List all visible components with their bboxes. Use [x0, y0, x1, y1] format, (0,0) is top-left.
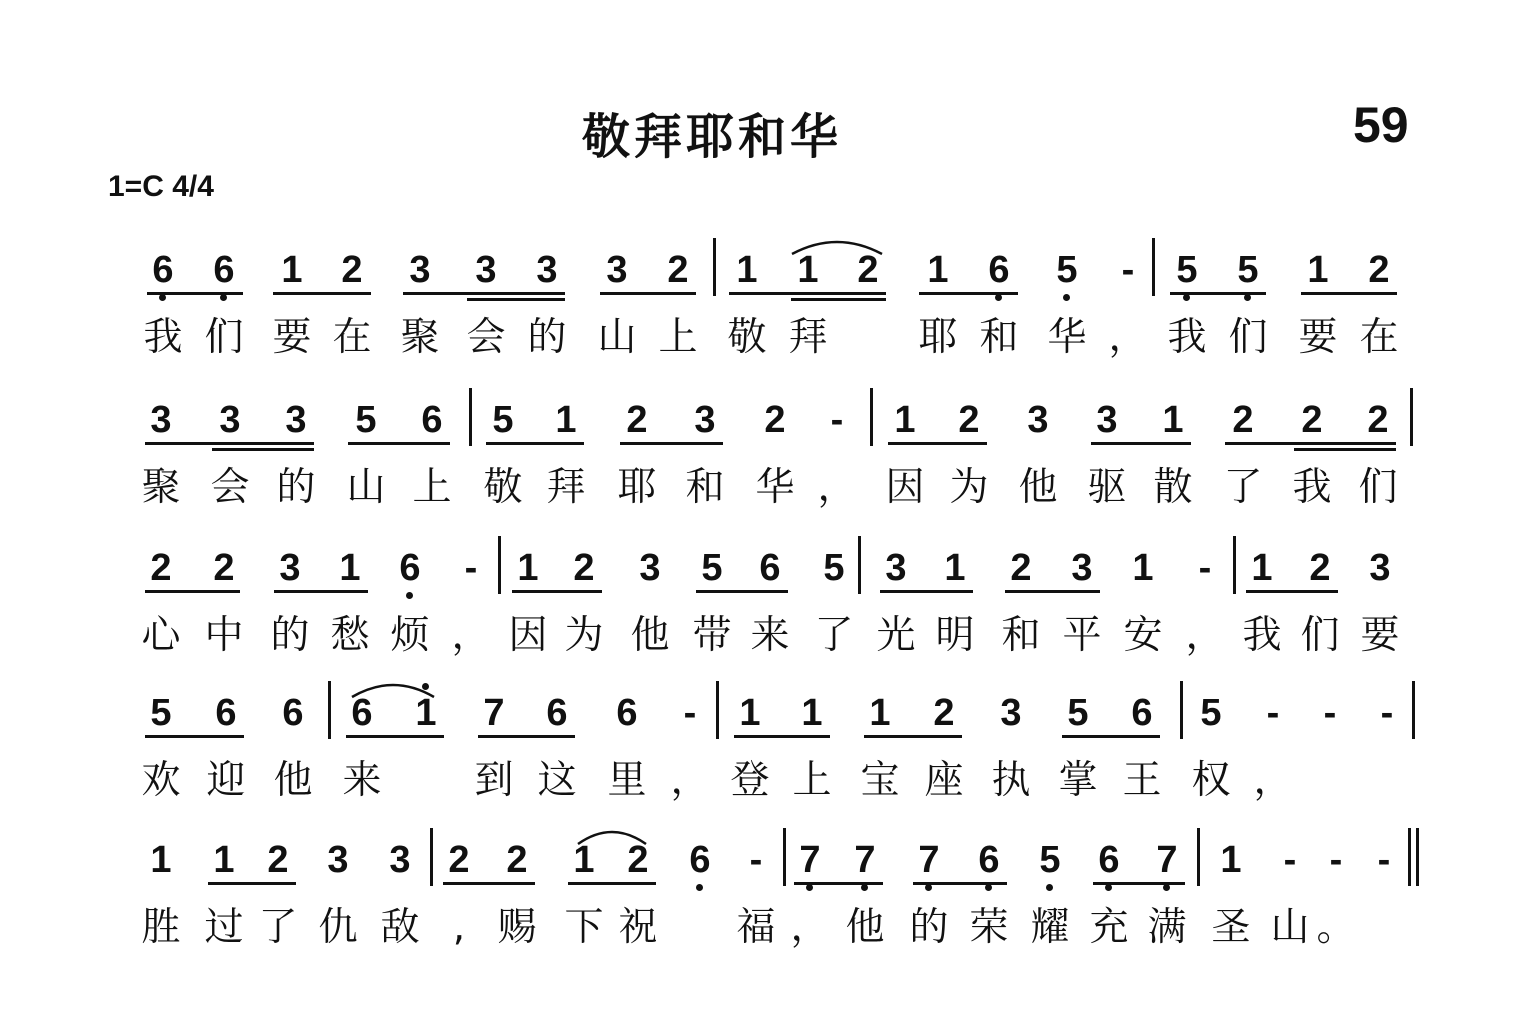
lyric-char: 荣	[969, 905, 1009, 950]
jianpu-note: 1	[150, 839, 172, 881]
eighth-underline	[1005, 590, 1100, 593]
lower-octave-dot	[1105, 884, 1112, 891]
jianpu-note: 2	[267, 839, 289, 881]
lyric-char: 会	[210, 465, 250, 510]
eighth-underline	[1301, 292, 1397, 295]
lyric-char: 祝	[618, 905, 658, 950]
lyric-char: ,	[452, 905, 466, 950]
jianpu-note: 5	[1056, 249, 1078, 291]
jianpu-note: -	[1121, 249, 1135, 291]
jianpu-note: 1	[1220, 839, 1242, 881]
barline	[858, 536, 861, 594]
barline	[1197, 828, 1200, 886]
lyric-char: 赐	[497, 905, 537, 950]
lyric-char: ，	[451, 613, 491, 658]
lyric-char: 来	[750, 613, 790, 658]
lyric-char: 山	[597, 315, 637, 360]
lyric-char: 散	[1153, 465, 1193, 510]
jianpu-note: 2	[1367, 399, 1389, 441]
barline	[469, 388, 472, 446]
jianpu-note: 3	[279, 547, 301, 589]
jianpu-note: 3	[639, 547, 661, 589]
lyric-char: 上	[658, 315, 698, 360]
jianpu-note: 1	[415, 692, 437, 734]
jianpu-note: 1	[339, 547, 361, 589]
lyric-char: 仇	[318, 905, 358, 950]
lyric-char: 这	[537, 758, 577, 803]
jianpu-note: 1	[281, 249, 303, 291]
jianpu-note: 2	[958, 399, 980, 441]
jianpu-note: 2	[1309, 547, 1331, 589]
eighth-underline	[208, 882, 296, 885]
jianpu-note: 2	[448, 839, 470, 881]
lyric-char: 和	[685, 465, 725, 510]
jianpu-note: 5	[1067, 692, 1089, 734]
lyric-char: 充	[1089, 905, 1129, 950]
lower-octave-dot	[159, 294, 166, 301]
lyric-char: 们	[1358, 465, 1398, 510]
eighth-underline	[403, 292, 565, 295]
lyric-char: 的	[276, 465, 316, 510]
lower-octave-dot	[1163, 884, 1170, 891]
jianpu-note: 7	[799, 839, 821, 881]
jianpu-note: 1	[927, 249, 949, 291]
lower-octave-dot	[806, 884, 813, 891]
lyric-char: 安	[1123, 613, 1163, 658]
lyric-char: 到	[474, 758, 514, 803]
jianpu-note: 3	[606, 249, 628, 291]
lyric-char: 了	[258, 905, 298, 950]
barline	[1416, 828, 1419, 886]
lyric-char: 的	[270, 613, 310, 658]
eighth-underline	[620, 442, 723, 445]
jianpu-note: 2	[667, 249, 689, 291]
sixteenth-underline	[791, 298, 886, 301]
lower-octave-dot	[1244, 294, 1251, 301]
jianpu-note: 7	[483, 692, 505, 734]
jianpu-note: 2	[627, 839, 649, 881]
jianpu-note: 3	[389, 839, 411, 881]
lyric-char: 福	[736, 905, 776, 950]
jianpu-note: 3	[150, 399, 172, 441]
jianpu-note: 1	[573, 839, 595, 881]
lower-octave-dot	[1063, 294, 1070, 301]
jianpu-note: -	[464, 547, 478, 589]
jianpu-note: 6	[616, 692, 638, 734]
lyric-char: 胜	[141, 905, 181, 950]
jianpu-note: 6	[152, 249, 174, 291]
jianpu-note: 3	[1096, 399, 1118, 441]
eighth-underline	[880, 590, 973, 593]
eighth-underline	[1246, 590, 1338, 593]
jianpu-note: 2	[764, 399, 786, 441]
jianpu-note: 6	[351, 692, 373, 734]
jianpu-note: -	[1380, 692, 1394, 734]
jianpu-note: 3	[1027, 399, 1049, 441]
jianpu-note: 3	[409, 249, 431, 291]
barline	[713, 238, 716, 296]
barline	[716, 681, 719, 739]
lower-octave-dot	[406, 592, 413, 599]
lyric-char: 为	[564, 613, 604, 658]
lyric-char: 宝	[860, 758, 900, 803]
jianpu-note: 5	[355, 399, 377, 441]
lyric-char: 的	[909, 905, 949, 950]
lyric-char: 带	[692, 613, 732, 658]
jianpu-note: 2	[933, 692, 955, 734]
key-time-signature: 1=C 4/4	[108, 170, 214, 203]
jianpu-note: 3	[327, 839, 349, 881]
jianpu-note: 2	[1301, 399, 1323, 441]
lyric-char: 聚	[400, 315, 440, 360]
eighth-underline	[794, 882, 883, 885]
jianpu-note: 6	[282, 692, 304, 734]
lyric-char: 了	[814, 613, 854, 658]
eighth-underline	[145, 590, 240, 593]
jianpu-note: 3	[285, 399, 307, 441]
lyric-char: 耶	[918, 315, 958, 360]
jianpu-note: 5	[701, 547, 723, 589]
lyric-char: 聚	[141, 465, 181, 510]
lower-octave-dot	[861, 884, 868, 891]
lyric-char: 他	[845, 905, 885, 950]
barline	[1233, 536, 1236, 594]
lyric-char: 登	[730, 758, 770, 803]
jianpu-note: 3	[536, 249, 558, 291]
jianpu-note: -	[1323, 692, 1337, 734]
jianpu-note: 1	[739, 692, 761, 734]
lyric-char: 会	[466, 315, 506, 360]
lyric-char: 里	[607, 758, 647, 803]
jianpu-note: -	[683, 692, 697, 734]
jianpu-note: 3	[219, 399, 241, 441]
eighth-underline	[145, 735, 244, 738]
jianpu-note: -	[1377, 839, 1391, 881]
barline	[1412, 681, 1415, 739]
barline	[498, 536, 501, 594]
jianpu-note: 1	[555, 399, 577, 441]
jianpu-note: 1	[869, 692, 891, 734]
slur-tie	[790, 236, 884, 256]
jianpu-note: 2	[573, 547, 595, 589]
jianpu-note: 3	[885, 547, 907, 589]
eighth-underline	[348, 442, 450, 445]
jianpu-note: 6	[399, 547, 421, 589]
jianpu-note: 2	[150, 547, 172, 589]
eighth-underline	[1093, 882, 1185, 885]
jianpu-note: 6	[1131, 692, 1153, 734]
jianpu-note: 2	[341, 249, 363, 291]
eighth-underline	[913, 882, 1007, 885]
lyric-char: 因	[885, 465, 925, 510]
jianpu-note: 5	[492, 399, 514, 441]
lyric-char: 敬	[727, 315, 767, 360]
lyric-char: 了	[1223, 465, 1263, 510]
lyric-char: 耀	[1030, 905, 1070, 950]
eighth-underline	[1062, 735, 1160, 738]
jianpu-note: -	[1283, 839, 1297, 881]
barline	[1410, 388, 1413, 446]
slur-tie	[576, 826, 648, 846]
lyric-char: 愁	[330, 613, 370, 658]
jianpu-note: 5	[1237, 249, 1259, 291]
jianpu-note: 3	[1369, 547, 1391, 589]
lyric-char: 敬	[483, 465, 523, 510]
lower-octave-dot	[985, 884, 992, 891]
lower-octave-dot	[1183, 294, 1190, 301]
eighth-underline	[919, 292, 1018, 295]
lyric-char: 上	[412, 465, 452, 510]
lyric-char: 华	[1047, 315, 1087, 360]
jianpu-note: 5	[823, 547, 845, 589]
lyric-char: 座	[924, 758, 964, 803]
lyric-char: 下	[564, 905, 604, 950]
lower-octave-dot	[220, 294, 227, 301]
eighth-underline	[888, 442, 987, 445]
lyric-char: 圣	[1211, 905, 1251, 950]
eighth-underline	[273, 292, 371, 295]
lyric-char: 执	[991, 758, 1031, 803]
barline	[328, 681, 331, 739]
lower-octave-dot	[995, 294, 1002, 301]
jianpu-note: -	[1198, 547, 1212, 589]
eighth-underline	[729, 292, 886, 295]
jianpu-note: 1	[1307, 249, 1329, 291]
eighth-underline	[486, 442, 584, 445]
barline	[1408, 828, 1411, 886]
lyric-char: 迎	[206, 758, 246, 803]
jianpu-note: 7	[854, 839, 876, 881]
jianpu-note: 6	[215, 692, 237, 734]
jianpu-note: 1	[517, 547, 539, 589]
eighth-underline	[1091, 442, 1191, 445]
jianpu-note: 5	[1176, 249, 1198, 291]
barline	[1180, 681, 1183, 739]
lyric-char: 和	[979, 315, 1019, 360]
barline	[1152, 238, 1155, 296]
lyric-char: 要	[1298, 315, 1338, 360]
lyric-char: 过	[204, 905, 244, 950]
lyric-char: 他	[630, 613, 670, 658]
eighth-underline	[443, 882, 535, 885]
lyric-char: 心	[141, 613, 181, 658]
lyric-char: 满	[1147, 905, 1187, 950]
eighth-underline	[734, 735, 830, 738]
eighth-underline	[478, 735, 575, 738]
lyric-char: 拜	[788, 315, 828, 360]
eighth-underline	[346, 735, 444, 738]
lyric-char: 明	[935, 613, 975, 658]
jianpu-note: 3	[475, 249, 497, 291]
lyric-char: 他	[1018, 465, 1058, 510]
jianpu-note: 6	[213, 249, 235, 291]
eighth-underline	[1225, 442, 1396, 445]
lyric-char: 们	[1300, 613, 1340, 658]
lyric-char: 我	[1292, 465, 1332, 510]
jianpu-note: 6	[978, 839, 1000, 881]
lyric-char: 们	[1228, 315, 1268, 360]
eighth-underline	[512, 590, 602, 593]
sixteenth-underline	[467, 298, 565, 301]
jianpu-note: 6	[421, 399, 443, 441]
jianpu-note: 1	[944, 547, 966, 589]
hymn-number: 59	[1353, 97, 1409, 153]
lower-octave-dot	[1046, 884, 1053, 891]
sixteenth-underline	[212, 448, 314, 451]
jianpu-note: 2	[1368, 249, 1390, 291]
barline	[430, 828, 433, 886]
eighth-underline	[696, 590, 788, 593]
jianpu-note: 1	[1132, 547, 1154, 589]
lyric-char: 在	[332, 315, 372, 360]
jianpu-note: 1	[797, 249, 819, 291]
jianpu-note: 3	[1000, 692, 1022, 734]
lyric-char: 因	[508, 613, 548, 658]
lyric-char: 驱	[1087, 465, 1127, 510]
jianpu-note: -	[1329, 839, 1343, 881]
lyric-char: 光	[876, 613, 916, 658]
barline	[783, 828, 786, 886]
jianpu-note: 6	[689, 839, 711, 881]
lyric-char: 拜	[546, 465, 586, 510]
lyric-char: 我	[143, 315, 183, 360]
jianpu-note: 1	[736, 249, 758, 291]
lyric-char: ，	[1253, 758, 1293, 803]
lyric-char: 来	[342, 758, 382, 803]
lyric-char: 欢	[141, 758, 181, 803]
jianpu-note: 7	[1156, 839, 1178, 881]
lyric-char: 山	[1270, 905, 1310, 950]
jianpu-note: 2	[857, 249, 879, 291]
lyric-char: 掌	[1058, 758, 1098, 803]
barline	[870, 388, 873, 446]
lyric-char: ，	[1185, 613, 1225, 658]
jianpu-note: 2	[213, 547, 235, 589]
lyric-char: ，	[790, 905, 830, 950]
eighth-underline	[568, 882, 656, 885]
jianpu-note: 6	[546, 692, 568, 734]
jianpu-note: 5	[1039, 839, 1061, 881]
lower-octave-dot	[925, 884, 932, 891]
lyric-char: 山	[346, 465, 386, 510]
jianpu-note: 1	[801, 692, 823, 734]
sixteenth-underline	[1294, 448, 1396, 451]
jianpu-note: 2	[506, 839, 528, 881]
jianpu-note: -	[1266, 692, 1280, 734]
jianpu-note: 2	[1010, 547, 1032, 589]
lyric-char: 中	[204, 613, 244, 658]
eighth-underline	[147, 292, 243, 295]
lyric-char: 华	[755, 465, 795, 510]
jianpu-note: 5	[150, 692, 172, 734]
lyric-char: 烦	[390, 613, 430, 658]
jianpu-note: -	[749, 839, 763, 881]
jianpu-note: 1	[1162, 399, 1184, 441]
lyric-char: 要	[1360, 613, 1400, 658]
hymn-title: 敬拜耶和华	[582, 109, 843, 165]
lyric-char: 他	[273, 758, 313, 803]
jianpu-note: 1	[1251, 547, 1273, 589]
eighth-underline	[145, 442, 314, 445]
jianpu-note: 2	[626, 399, 648, 441]
lyric-char: 上	[792, 758, 832, 803]
lyric-char: 们	[204, 315, 244, 360]
lyric-char: ，	[817, 465, 857, 510]
lower-octave-dot	[696, 884, 703, 891]
eighth-underline	[600, 292, 696, 295]
lyric-char: 敌	[380, 905, 420, 950]
lyric-char: ，	[1108, 315, 1148, 360]
jianpu-note: 2	[1232, 399, 1254, 441]
lyric-char: 耶	[617, 465, 657, 510]
lyric-char: 权	[1191, 758, 1231, 803]
eighth-underline	[274, 590, 368, 593]
lyric-char: 和	[1001, 613, 1041, 658]
lyric-char: 的	[527, 315, 567, 360]
jianpu-note: 6	[759, 547, 781, 589]
jianpu-note: 1	[213, 839, 235, 881]
jianpu-note: 1	[894, 399, 916, 441]
jianpu-note: 5	[1200, 692, 1222, 734]
jianpu-note: 6	[988, 249, 1010, 291]
eighth-underline	[1170, 292, 1266, 295]
lyric-char: 为	[949, 465, 989, 510]
lyric-char: ，	[670, 758, 710, 803]
lyric-char: 我	[1242, 613, 1282, 658]
lyric-char: 王	[1122, 758, 1162, 803]
jianpu-note: 3	[694, 399, 716, 441]
lyric-char: 我	[1167, 315, 1207, 360]
lyric-char: 在	[1359, 315, 1399, 360]
lyric-char: 。	[1316, 905, 1356, 950]
jianpu-note: -	[830, 399, 844, 441]
jianpu-note: 6	[1098, 839, 1120, 881]
slur-tie	[350, 679, 436, 699]
jianpu-note: 3	[1071, 547, 1093, 589]
lyric-char: 要	[272, 315, 312, 360]
lyric-char: 平	[1062, 613, 1102, 658]
jianpu-note: 7	[918, 839, 940, 881]
eighth-underline	[864, 735, 962, 738]
